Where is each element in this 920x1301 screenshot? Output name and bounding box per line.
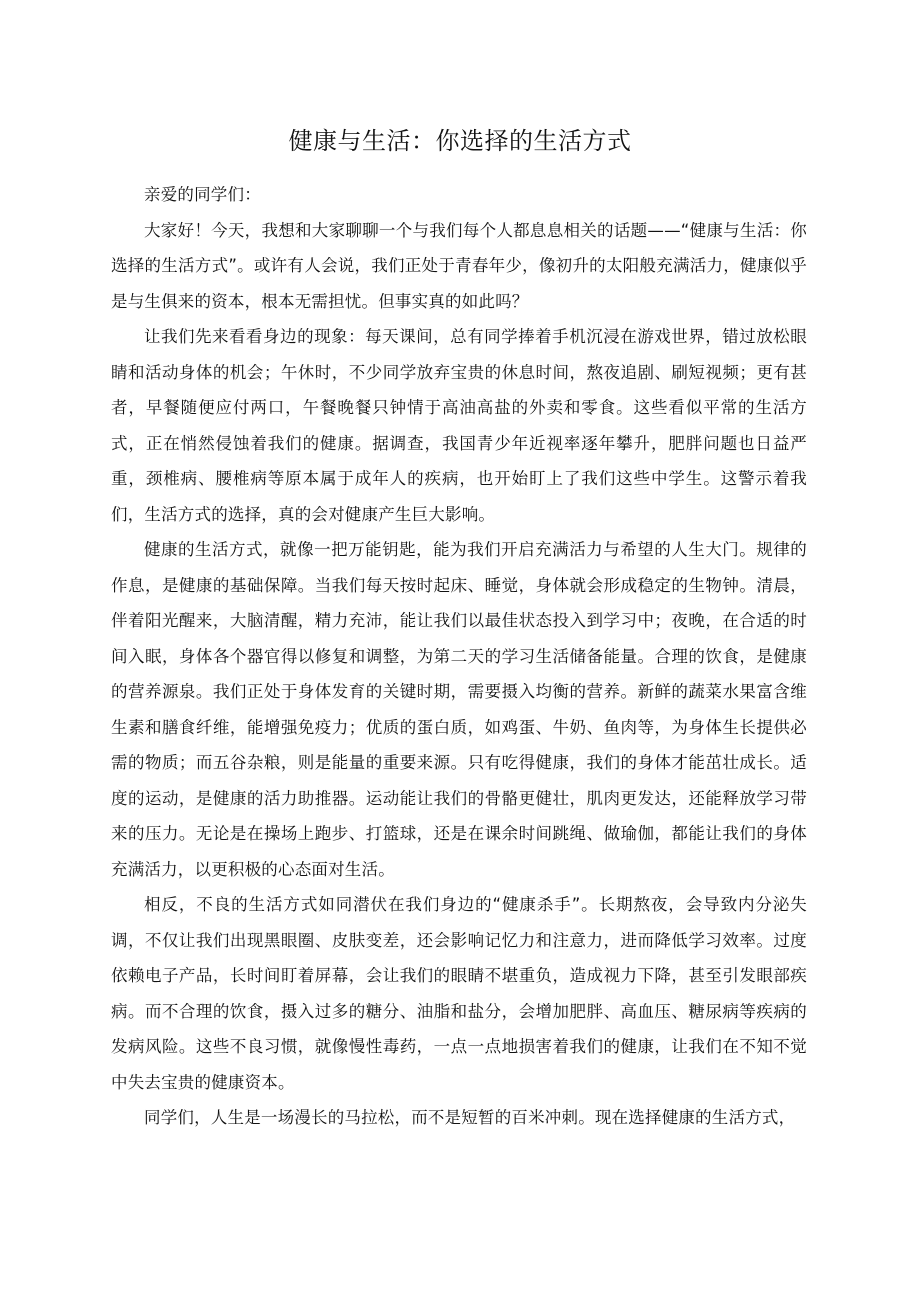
paragraph: 同学们，人生是一场漫长的马拉松，而不是短暂的百米冲刺。现在选择健康的生活方式， [144, 1108, 796, 1127]
document-title: 健康与生活：你选择的生活方式 [288, 127, 632, 155]
document-body [111, 177, 807, 1136]
paragraph: 健康的生活方式，就像一把万能钥匙，能为我们开启充满活力与希望的人生大门。规律的作息，是健康的基础保障。当我们每天按时起床、睡觉，身体就会形成稳定的生物钟。清晨，伴着阳光醒来，大脑清醒，精力充沛，能让我们以最佳状态投入到学习中；夜晚，在合适的时间入眠，身体各个器官得以修复和调整，为第二天的学习生活储备能量。合理的饮食，是健康的营养源泉。我们正处于身体发育的关键时期，需要摄入均衡的营养。新鲜的蔬菜水果富含维生素和膳食纤维，能增强免疫力；优质的蛋白质，如鸡蛋、牛奶、鱼肉等，为身体生长提供必需的物质；而五谷杂粮，则是能量的重要来源。只有吃得健康，我们的身体才能茁壮成长。适度的运动，是健康的活力助推器。运动能让我们的骨骼更健壮，肌肉更发达，还能释放学习带来的压力。无论是在操场上跑步、打篮球，还是在课余时间跳绳、做瑜伽，都能让我们的身体充满活力，以更积极的心态面对生活。 [111, 540, 807, 879]
paragraph: 让我们先来看看身边的现象：每天课间，总有同学捧着手机沉浸在游戏世界，错过放松眼睛和活动身体的机会；午休时，不少同学放弃宝贵的休息时间，熬夜追剧、刷短视频；更有甚者，早餐随便应付两口，午餐晚餐只钟情于高油高盐的外卖和零食。这些看似平常的生活方式，正在悄然侵蚀着我们的健康。据调查，我国青少年近视率逐年攀升，肥胖问题也日益严重，颈椎病、腰椎病等原本属于成年人的疾病，也开始盯上了我们这些中学生。这警示着我们，生活方式的选择，真的会对健康产生巨大影响。 [111, 327, 807, 524]
greeting: 亲爱的同学们： [144, 185, 261, 204]
paragraph: 大家好！今天，我想和大家聊聊一个与我们每个人都息息相关的话题——“健康与生活：你选择的生活方式”。或许有人会说，我们正处于青春年少，像初升的太阳般充满活力，健康似乎是与生俱来的资本，根本无需担忧。但事实真的如此吗？ [111, 220, 807, 311]
paragraph: 相反，不良的生活方式如同潜伏在我们身边的“健康杀手”。长期熬夜，会导致内分泌失调，不仅让我们出现黑眼圈、皮肤变差，还会影响记忆力和注意力，进而降低学习效率。过度依赖电子产品，长时间盯着屏幕，会让我们的眼睛不堪重负，造成视力下降，甚至引发眼部疾病。而不合理的饮食，摄入过多的糖分、油脂和盐分，会增加肥胖、高血压、糖尿病等疾病的发病风险。这些不良习惯，就像慢性毒药，一点一点地损害着我们的健康，让我们在不知不觉中失去宝贵的健康资本。 [111, 895, 807, 1092]
